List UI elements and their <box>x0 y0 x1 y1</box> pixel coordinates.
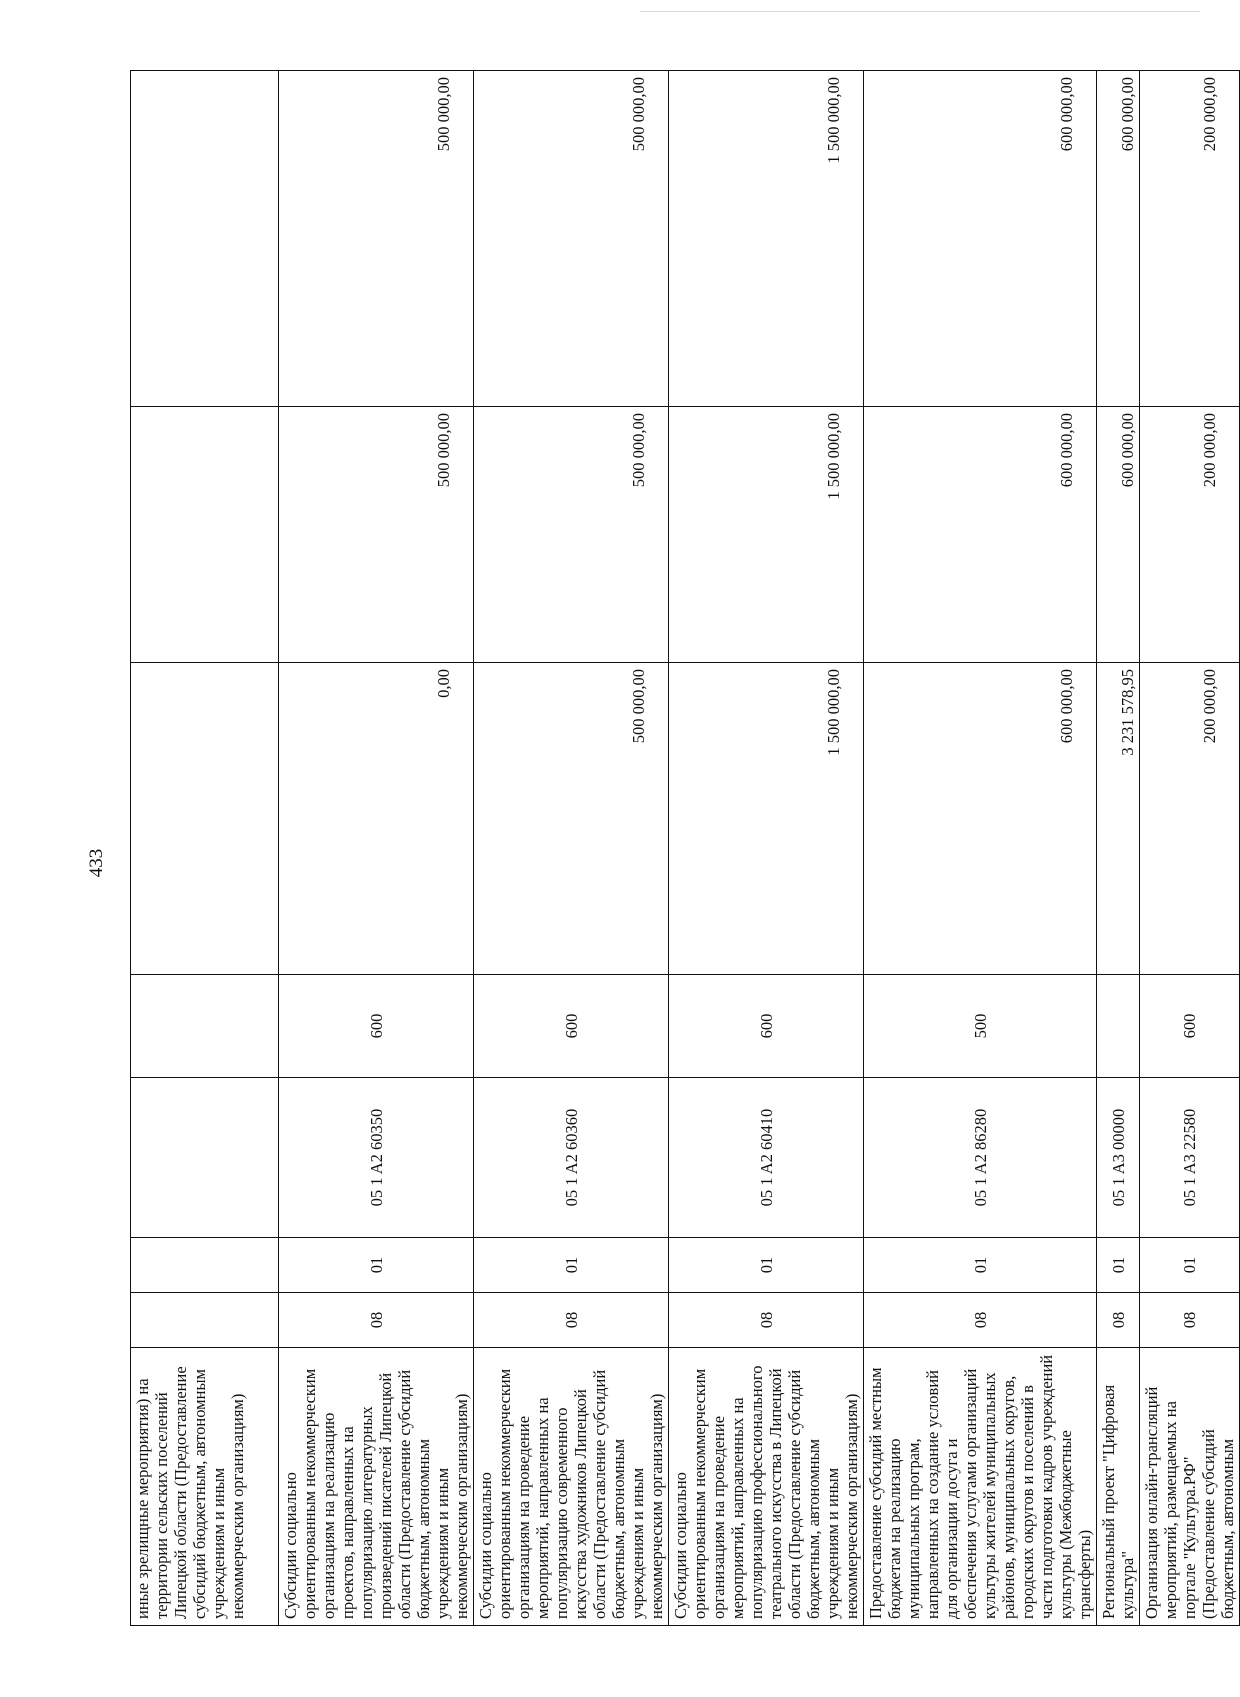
row-section: 08 <box>669 1293 864 1348</box>
table-row <box>864 71 1097 1626</box>
row-amount-v3: 500 000,00 <box>474 71 669 407</box>
row-expense-type: 600 <box>1140 975 1240 1078</box>
row-expense-type: 600 <box>474 975 669 1078</box>
row-description: иные зрелищные мероприятия) на территории сельских поселений Липецкой области (Предоставление субсидий бюджетным, автономным учреждениям и иным некоммерческим организациям) <box>131 1348 279 1626</box>
row-target-code: 05 1 A3 22580 <box>1140 1078 1240 1238</box>
row-description: Субсидии социально ориентированным некоммерческим организациям на реализацию проектов, направленных на популяризацию литературных произведений писателей Липецкой области (Предоставление субсидий бюджетным, автономным учреждениям и иным некоммерческим организациям) <box>279 1348 474 1626</box>
row-amount-v1: 500 000,00 <box>474 663 669 975</box>
row-target-code: 05 1 A2 60350 <box>279 1078 474 1238</box>
row-subsection <box>131 1238 279 1293</box>
row-amount-v1: 200 000,00 <box>1140 663 1240 975</box>
row-section: 08 <box>1140 1293 1240 1348</box>
budget-table-rotated <box>130 71 1237 1626</box>
row-section <box>131 1293 279 1348</box>
row-target-code: 05 1 A2 86280 <box>864 1078 1097 1238</box>
row-amount-v2 <box>131 407 279 663</box>
row-amount-v1: 1 500 000,00 <box>669 663 864 975</box>
page-number: 433 <box>86 848 107 878</box>
row-amount-v1 <box>131 663 279 975</box>
row-section: 08 <box>279 1293 474 1348</box>
row-subsection: 01 <box>669 1238 864 1293</box>
row-amount-v2: 200 000,00 <box>1140 407 1240 663</box>
table-row <box>279 71 474 1626</box>
row-amount-v3 <box>131 71 279 407</box>
row-target-code: 05 1 A2 60410 <box>669 1078 864 1238</box>
row-subsection: 01 <box>1097 1238 1140 1293</box>
row-description: Организация онлайн-трансляций мероприятий, размещаемых на портале "Культура.РФ" (Предоставление субсидий бюджетным, автономным <box>1140 1348 1240 1626</box>
row-amount-v1: 3 231 578,95 <box>1097 663 1140 975</box>
row-amount-v2: 600 000,00 <box>864 407 1097 663</box>
row-subsection: 01 <box>279 1238 474 1293</box>
row-amount-v3: 600 000,00 <box>864 71 1097 407</box>
row-amount-v2: 600 000,00 <box>1097 407 1140 663</box>
table-row <box>1097 71 1140 1626</box>
row-section: 08 <box>864 1293 1097 1348</box>
row-description: Региональный проект "Цифровая культура" <box>1097 1348 1140 1626</box>
table-row <box>1140 71 1240 1626</box>
row-amount-v3: 200 000,00 <box>1140 71 1240 407</box>
row-description: Субсидии социально ориентированным некоммерческим организациям на проведение мероприятий, направленных на популяризацию современного искусства художников Липецкой области (Предоставление субсидий бюджетным, автономным учреждениям и иным некоммерческим организациям) <box>474 1348 669 1626</box>
row-subsection: 01 <box>864 1238 1097 1293</box>
row-expense-type <box>131 975 279 1078</box>
row-section: 08 <box>1097 1293 1140 1348</box>
row-target-code: 05 1 A3 00000 <box>1097 1078 1140 1238</box>
row-expense-type: 500 <box>864 975 1097 1078</box>
row-amount-v1: 600 000,00 <box>864 663 1097 975</box>
row-amount-v2: 1 500 000,00 <box>669 407 864 663</box>
row-section: 08 <box>474 1293 669 1348</box>
row-description: Субсидии социально ориентированным некоммерческим организациям на проведение мероприятий, направленных на популяризацию профессионального театрального искусства в Липецкой области (Предоставление субсидий бюджетным, автономным учреждениям и иным некоммерческим организациям) <box>669 1348 864 1626</box>
row-amount-v3: 600 000,00 <box>1097 71 1140 407</box>
row-amount-v3: 500 000,00 <box>279 71 474 407</box>
table-row <box>131 71 279 1626</box>
row-amount-v2: 500 000,00 <box>279 407 474 663</box>
table-row <box>474 71 669 1626</box>
row-expense-type: 600 <box>669 975 864 1078</box>
row-subsection: 01 <box>474 1238 669 1293</box>
row-expense-type <box>1097 975 1140 1078</box>
row-amount-v1: 0,00 <box>279 663 474 975</box>
row-amount-v3: 1 500 000,00 <box>669 71 864 407</box>
budget-table <box>130 70 1240 1626</box>
row-target-code: 05 1 A2 60360 <box>474 1078 669 1238</box>
row-subsection: 01 <box>1140 1238 1240 1293</box>
table-row <box>669 71 864 1626</box>
row-target-code <box>131 1078 279 1238</box>
scan-edge-line <box>640 11 1200 12</box>
row-amount-v2: 500 000,00 <box>474 407 669 663</box>
row-expense-type: 600 <box>279 975 474 1078</box>
row-description: Предоставление субсидий местным бюджетам на реализацию муниципальных програм, направленных на создание условий для организации досуга и обеспечения услугами организаций культуры жителей муниципальных районов, муниципальных округов, городских округов и поселений в части подготовки кадров учреждений культуры (Межбюджетные трансферты) <box>864 1348 1097 1626</box>
